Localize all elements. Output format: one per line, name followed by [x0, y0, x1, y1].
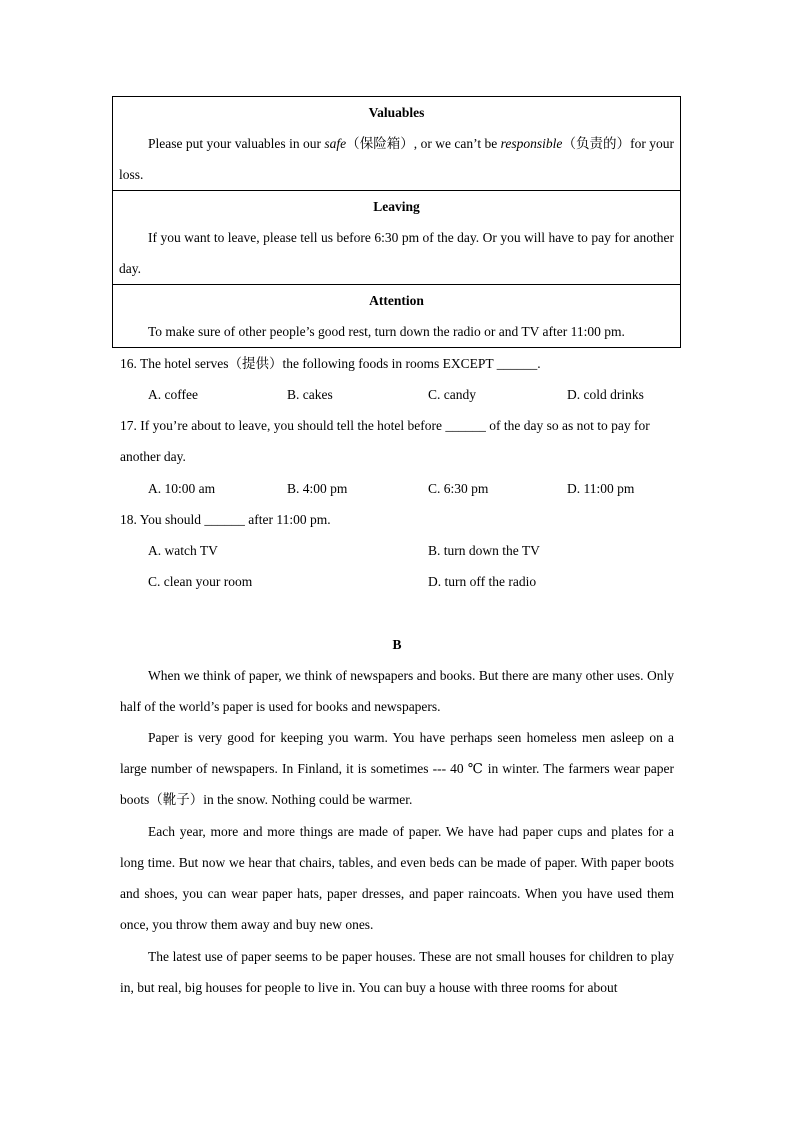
- leaving-section: [113, 190, 680, 284]
- valuables-text: [119, 128, 674, 190]
- passage-b-paragraph-3: Each year, more and more things are made of paper. We have had paper cups and plates for a long time. But now we hear that chairs, tables, and even beds can be made of paper. With paper boots and shoes, you can wear paper hats, paper dresses, and paper raincoats. When you have used them once, you throw them away and buy new ones.: [120, 824, 674, 932]
- question-17-option-b: B. 4:00 pm: [287, 481, 348, 496]
- question-17-option-d: D. 11:00 pm: [567, 481, 635, 496]
- question-18-option-b: B. turn down the TV: [428, 543, 540, 558]
- attention-text: To make sure of other people’s good rest, turn down the radio or and TV after 11:00 pm.: [148, 324, 625, 339]
- valuables-term-safe: safe: [324, 136, 347, 151]
- valuables-text-a: Please put your valuables in our: [148, 136, 325, 151]
- question-16-option-b: B. cakes: [287, 387, 333, 402]
- passage-b-paragraph-4: The latest use of paper seems to be paper houses. These are not small houses for children to play in, but real, big houses for people to live in. You can buy a house with three rooms for about: [120, 949, 674, 995]
- question-17-stem-line1: 17. If you’re about to leave, you should tell the hotel before ______ of the day so as not to pay for: [120, 418, 650, 433]
- hotel-notice-table: [112, 96, 681, 348]
- leaving-title: Leaving: [373, 199, 420, 214]
- valuables-title: Valuables: [368, 105, 425, 120]
- question-16-stem: 16. The hotel serves（提供）the following foods in rooms EXCEPT ______.: [120, 356, 541, 371]
- passage-b-paragraph-1: When we think of paper, we think of newspapers and books. But there are many other uses. Only half of the world’s paper is used for books and newspapers.: [120, 668, 674, 714]
- valuables-text-b: （保险箱）, or we can’t be: [346, 136, 501, 151]
- question-16-option-a: A. coffee: [148, 387, 198, 402]
- attention-title: Attention: [369, 293, 424, 308]
- question-18-option-c: C. clean your room: [148, 574, 253, 589]
- question-18-stem: 18. You should ______ after 11:00 pm.: [120, 512, 331, 527]
- attention-section: [113, 284, 680, 347]
- passage-b-heading: B: [392, 637, 402, 652]
- valuables-text-c: （负责的）for your loss.: [119, 136, 674, 182]
- question-17-option-a: A. 10:00 am: [148, 481, 216, 496]
- question-18-option-a: A. watch TV: [148, 543, 218, 558]
- question-16-option-d: D. cold drinks: [567, 387, 644, 402]
- question-18-option-d: D. turn off the radio: [428, 574, 537, 589]
- question-16-option-c: C. candy: [428, 387, 476, 402]
- question-17-stem-line2: another day.: [120, 449, 186, 464]
- leaving-text: If you want to leave, please tell us before 6:30 pm of the day. Or you will have to pay for another day.: [119, 230, 674, 276]
- passage-b-paragraph-2: Paper is very good for keeping you warm. You have perhaps seen homeless men asleep on a large number of newspapers. In Finland, it is sometimes --- 40 ℃ in winter. The farmers wear paper boots（靴子）in the snow. Nothing could be warmer.: [120, 730, 674, 807]
- valuables-section: [113, 97, 680, 190]
- valuables-term-responsible: responsible: [500, 136, 563, 151]
- question-17-option-c: C. 6:30 pm: [428, 481, 489, 496]
